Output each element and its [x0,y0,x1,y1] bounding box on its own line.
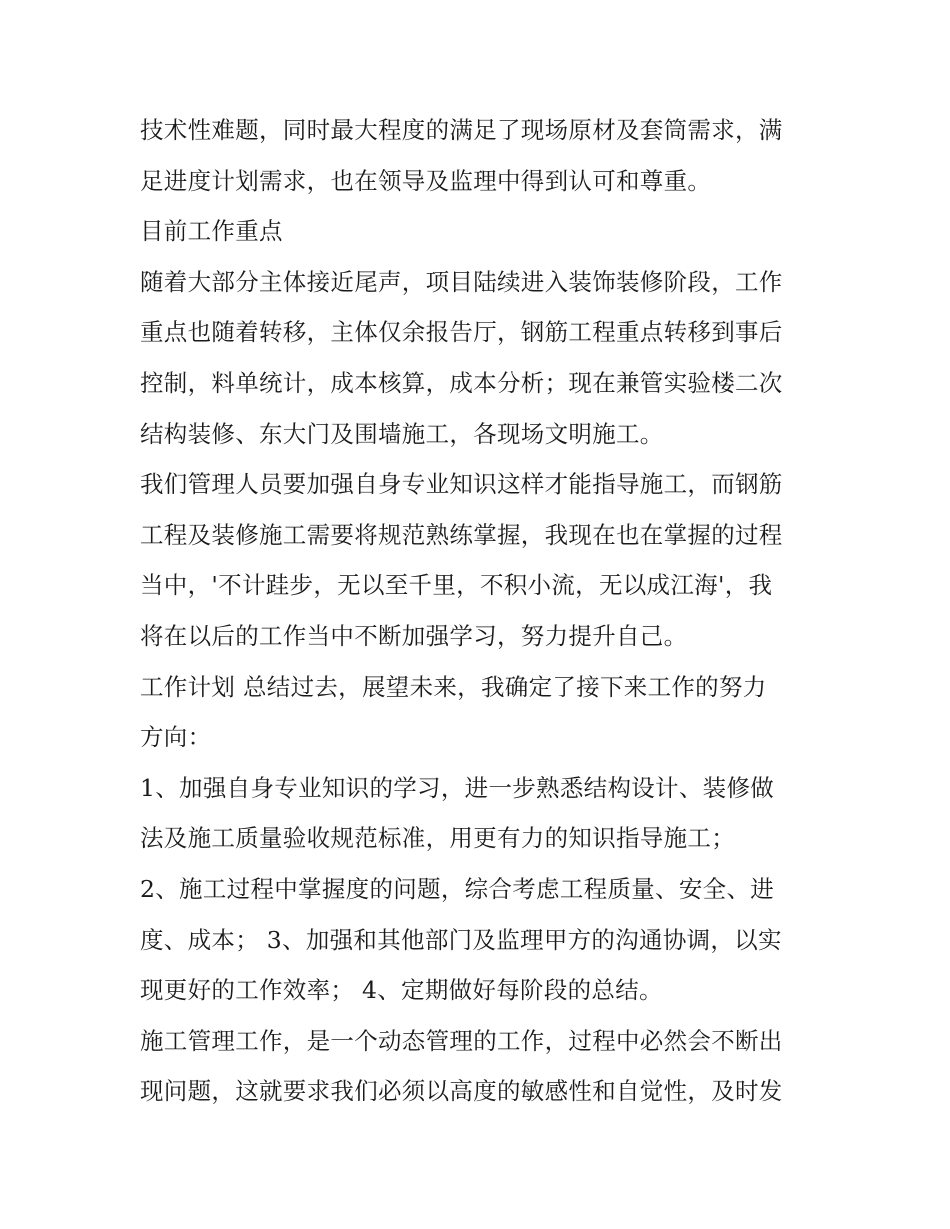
text-line: 度、成本； 3、加强和其他部门及监理甲方的沟通协调，以实 [140,925,782,954]
text-line: 施工管理工作，是一个动态管理的工作，过程中必然会不断出 [140,1026,783,1055]
text-line: 控制，料单统计，成本核算，成本分析；现在兼管实验楼二次 [140,368,783,397]
text-line: 工作计划 总结过去，展望未来，我确定了接下来工作的努力 [140,672,767,701]
paragraph-learning [140,459,812,661]
text-line: 将在以后的工作当中不断加强学习，努力提升自己。 [140,621,688,650]
text-line: 当中，'不计跬步，无以至千里，不积小流，无以成江海'，我 [140,571,773,600]
document-body [140,105,812,1117]
text-line: 方向： [140,723,212,752]
paragraph-management [140,1016,812,1117]
text-line: 结构装修、东大门及围墙施工，各现场文明施工。 [140,419,664,448]
heading-line: 目前工作重点 [140,217,283,246]
list-items-2-4 [140,864,812,1016]
text-line: 2、施工过程中掌握度的问题，综合考虑工程质量、安全、进 [140,874,775,903]
text-line: 足进度计划需求，也在领导及监理中得到认可和尊重。 [140,166,712,195]
paragraph-achievement-end [140,105,812,206]
paragraph-work-plan [140,662,812,763]
section-heading-current-focus [140,206,812,257]
text-line: 重点也随着转移，主体仅余报告厅，钢筋工程重点转移到事后 [140,318,783,347]
text-line: 随着大部分主体接近尾声，项目陆续进入装饰装修阶段，工作 [140,267,783,296]
paragraph-current-focus [140,257,812,459]
text-line: 法及施工质量验收规范标准，用更有力的知识指导施工； [140,824,735,853]
text-line: 1、加强自身专业知识的学习，进一步熟悉结构设计、装修做 [140,773,775,802]
text-line: 我们管理人员要加强自身专业知识这样才能指导施工，而钢筋 [140,470,783,499]
text-line: 工程及装修施工需要将规范熟练掌握，我现在也在掌握的过程 [140,520,783,549]
text-line: 技术性难题，同时最大程度的满足了现场原材及套筒需求，满 [140,116,783,144]
text-line: 现问题，这就要求我们必须以高度的敏感性和自觉性，及时发 [140,1077,783,1106]
text-line: 现更好的工作效率； 4、定期做好每阶段的总结。 [140,976,663,1005]
list-item-1 [140,763,812,864]
